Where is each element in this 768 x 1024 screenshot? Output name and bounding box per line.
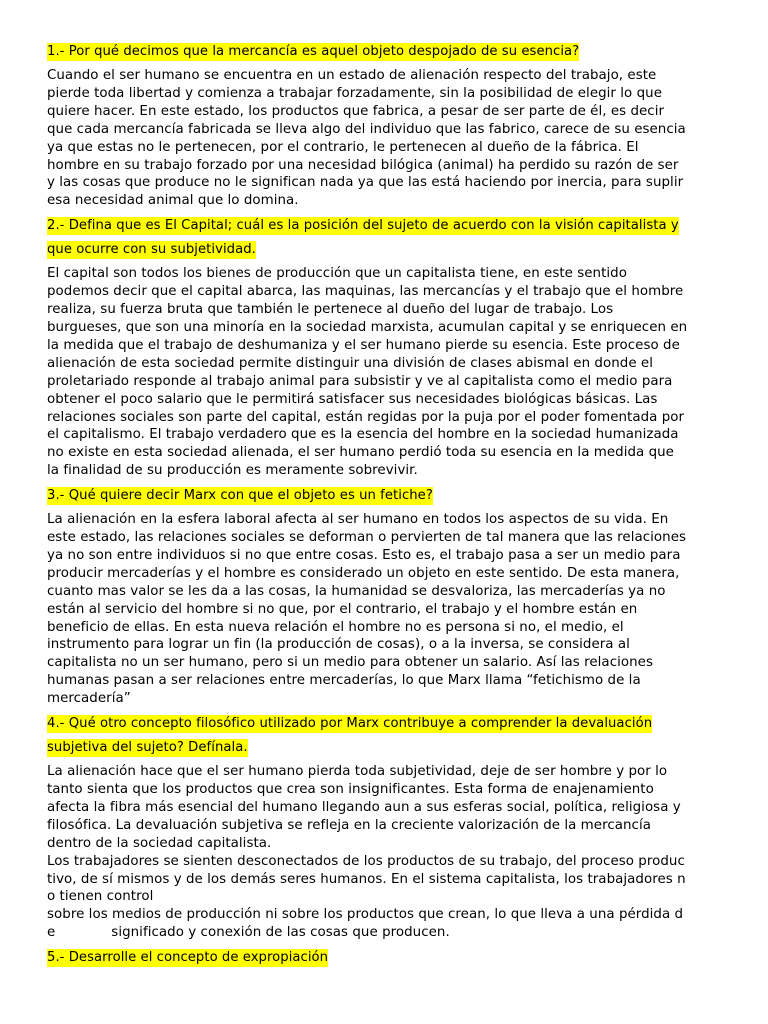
answer-line: producir mercaderías y el hombre es considerado un objeto en este sentido. De esta manera, (47, 565, 680, 581)
answer-line: La alienación hace que el ser humano pierda toda subjetividad, deje de ser hombre y por lo (47, 764, 668, 780)
answer-line: que cada mercancía fabricada se lleva algo del individuo que las fabrico, carece de su esencia (47, 121, 686, 137)
answer-line-part: significado y conexión de las cosas que producen. (111, 925, 450, 941)
answer-line: la finalidad de su producción es meramente sobrevivir. (47, 463, 418, 479)
answer-line: humanas pasan a ser relaciones entre mercaderías, lo que Marx llama “fetichismo de la (47, 673, 641, 689)
answer-line: el capitalismo. El trabajo verdadero que es la esencia del hombre en la sociedad humanizada (47, 427, 679, 443)
answer-line: esa necesidad animal que lo domina. (47, 193, 299, 209)
answer-line: proletariado responde al trabajo animal para subsistir y ve al capitalista como el medio para (47, 373, 673, 389)
answer-line: dentro de la sociedad capitalista. (47, 835, 272, 851)
answer-line: filosófica. La devaluación subjetiva se refleja en la creciente valorización de la mercancía (47, 817, 651, 833)
section-4 (47, 712, 723, 942)
answer-line: sobre los medios de producción ni sobre los productos que crean, lo que lleva a una pérdida d (47, 907, 684, 923)
question-line: 1.- Por qué decimos que la mercancía es aquel objeto despojado de su esencia? (47, 44, 580, 59)
answer-line: quiere hacer. En este estado, los productos que fabrica, a pesar de ser parte de él, es decir (47, 103, 665, 119)
question-line: 3.- Qué quiere decir Marx con que el objeto es un fetiche? (47, 488, 433, 504)
question-line: 5.- Desarrolle el concepto de expropiación (47, 950, 329, 966)
answer-line: tanto sienta que los productos que crea son insignificantes. Esta forma de enajenamiento (47, 782, 654, 797)
answer-line: beneficio de ellas. En esta nueva relación el hombre no es persona si no, el medio, el (47, 619, 624, 635)
question-line: que ocurre con su subjetividad. (47, 242, 256, 258)
answer-line: burgueses, que son una minoría en la sociedad marxista, acumulan capital y se enriquecen en (47, 319, 688, 335)
answer-line: ya que estas no le pertenecen, por el contrario, le pertenecen al dueño de la fábrica. El (47, 139, 639, 155)
answer-line: están al servicio del hombre si no que, por el contrario, el trabajo y el hombre están en (47, 601, 638, 617)
question-line: 2.- Defina que es El Capital; cuál es la posición del sujeto de acuerdo con la visión capitalista y (47, 218, 679, 234)
question-line: 4.- Qué otro concepto filosófico utilizado por Marx contribuye a comprender la devaluación (47, 716, 653, 732)
answer-line: capitalista no un ser humano, pero si un medio para obtener un salario. Así las relaciones (47, 655, 653, 671)
answer-line: pierde toda libertad y comienza a trabajar forzadamente, sin la posibilidad de elegir lo que (47, 85, 662, 101)
answer-line: tivo, de sí mismos y de los demás seres humanos. En el sistema capitalista, los trabajadores n (47, 871, 686, 887)
answer-line: o tienen control (47, 889, 154, 905)
answer-line: realiza, su fuerza bruta que también le pertenece al dueño del lugar de trabajo. Los (47, 302, 614, 318)
answer-line: afecta la fibra más esencial del humano llegando aun a sus esferas social, política, religiosa y (47, 799, 681, 815)
answer-line: y las cosas que produce no le significan nada ya que las está haciendo por inercia, para suplir (47, 175, 684, 191)
section-2 (47, 214, 723, 480)
answer-line-part: e (47, 925, 56, 941)
answer-line: no existe en esta sociedad alienada, el ser humano perdió toda su esencia en la medida que (47, 445, 674, 461)
answer-line (47, 924, 723, 942)
question-line: subjetiva del sujeto? Defínala. (47, 740, 248, 756)
answer-line: El capital son todos los bienes de producción que un capitalista tiene, en este sentido (47, 266, 627, 282)
section-1 (47, 40, 723, 210)
section-5 (47, 946, 723, 970)
answer-paragraph (47, 67, 723, 210)
question-heading (47, 946, 723, 970)
question-heading (47, 484, 723, 508)
answer-line: podemos decir que el capital abarca, las maquinas, las mercancías y el trabajo que el hombre (47, 284, 684, 300)
answer-line: este estado, las relaciones sociales se deforman o pervierten de tal manera que las relaciones (47, 530, 687, 546)
answer-line: la medida que el trabajo de deshumaniza y el ser humano pierde su esencia. Este proceso de (47, 337, 680, 353)
answer-paragraph (47, 511, 723, 708)
answer-line: La alienación en la esfera laboral afecta al ser humano en todos los aspectos de su vida. En (47, 512, 669, 528)
answer-line: alienación de esta sociedad permite distinguir una división de clases abismal en donde el (47, 355, 653, 371)
answer-line: cuanto mas valor se les da a las cosas, la humanidad se desvaloriza, las mercaderías ya no (47, 583, 666, 599)
answer-line: obtener el poco salario que le permitirá satisfacer sus necesidades biológicas básicas. Las (47, 391, 658, 407)
answer-line: instrumento para lograr un fin (la producción de cosas), o a la inversa, se considera al (47, 637, 630, 653)
answer-line: hombre en su trabajo forzado por una necesidad bilógica (animal) ha perdido su razón de ser (47, 157, 679, 173)
answer-paragraph (47, 265, 723, 480)
section-3 (47, 484, 723, 708)
answer-paragraph (47, 763, 723, 942)
answer-line: mercadería” (47, 691, 131, 707)
question-heading (47, 712, 723, 760)
question-heading (47, 214, 723, 262)
answer-line: Cuando el ser humano se encuentra en un estado de alienación respecto del trabajo, este (47, 68, 657, 83)
answer-line: Los trabajadores se sienten desconectados de los productos de su trabajo, del proceso produc (47, 853, 685, 869)
answer-line: ya no son entre individuos si no que entre cosas. Esto es, el trabajo pasa a ser un medio para (47, 547, 681, 563)
answer-line: relaciones sociales son parte del capital, están regidas por la puja por el poder fomentada por (47, 409, 685, 425)
question-heading (47, 40, 723, 64)
document-page (47, 40, 723, 973)
